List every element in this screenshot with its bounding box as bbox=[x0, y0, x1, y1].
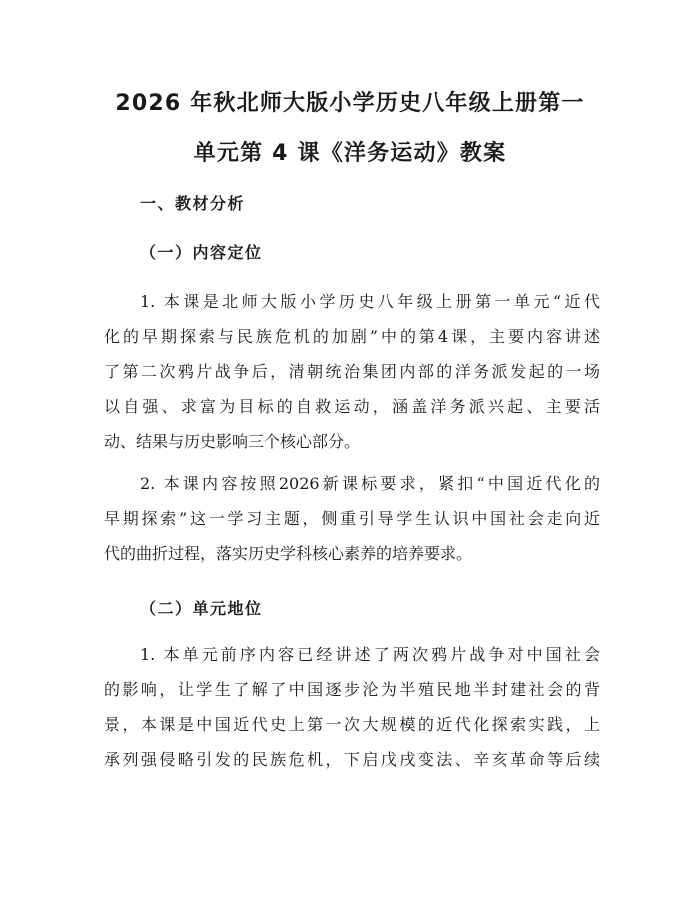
paragraph-line: 2. 本课内容按照2026新课标要求，紧扣“中国近代化的 bbox=[140, 474, 600, 493]
paragraph-line: 动、结果与历史影响三个核心部分。 bbox=[104, 432, 361, 451]
paragraph-line: 化的早期探索与民族危机的加剧”中的第4课，主要内容讲述 bbox=[104, 327, 600, 346]
paragraph-line: 承列强侵略引发的民族危机，下启戊戌变法、辛亥革命等后续 bbox=[104, 750, 600, 769]
paragraph-line: 早期探索”这一学习主题，侧重引导学生认识中国社会走向近 bbox=[104, 509, 600, 528]
paragraph-line: 1. 本单元前序内容已经讲述了两次鸦片战争对中国社会 bbox=[140, 645, 600, 664]
paragraph-line: 的影响，让学生了解了中国逐步沦为半殖民地半封建社会的背 bbox=[104, 680, 600, 699]
paragraph-content-1 bbox=[104, 284, 600, 459]
paragraph-line: 以自强、求富为目标的自救运动，涵盖洋务派兴起、主要活 bbox=[104, 397, 600, 416]
paragraph-line: 了第二次鸦片战争后，清朝统治集团内部的洋务派发起的一场 bbox=[104, 362, 600, 381]
subsection-heading-content-positioning: （一）内容定位 bbox=[140, 243, 263, 262]
subsection-heading-unit-position: （二）单元地位 bbox=[140, 599, 263, 618]
paragraph-line: 景，本课是中国近代史上第一次大规模的近代化探索实践，上 bbox=[104, 715, 600, 734]
paragraph-line: 1. 本课是北师大版小学历史八年级上册第一单元“近代 bbox=[140, 292, 600, 311]
document-title-line-1: 2026 年秋北师大版小学历史八年级上册第一 bbox=[115, 91, 585, 116]
document-title-line-2: 单元第 4 课《洋务运动》教案 bbox=[193, 141, 507, 166]
paragraph-unit-1 bbox=[104, 637, 600, 777]
paragraph-content-2 bbox=[104, 466, 600, 571]
section-heading-textbook-analysis: 一、教材分析 bbox=[140, 194, 246, 213]
paragraph-line: 代的曲折过程，落实历史学科核心素养的培养要求。 bbox=[104, 544, 473, 563]
